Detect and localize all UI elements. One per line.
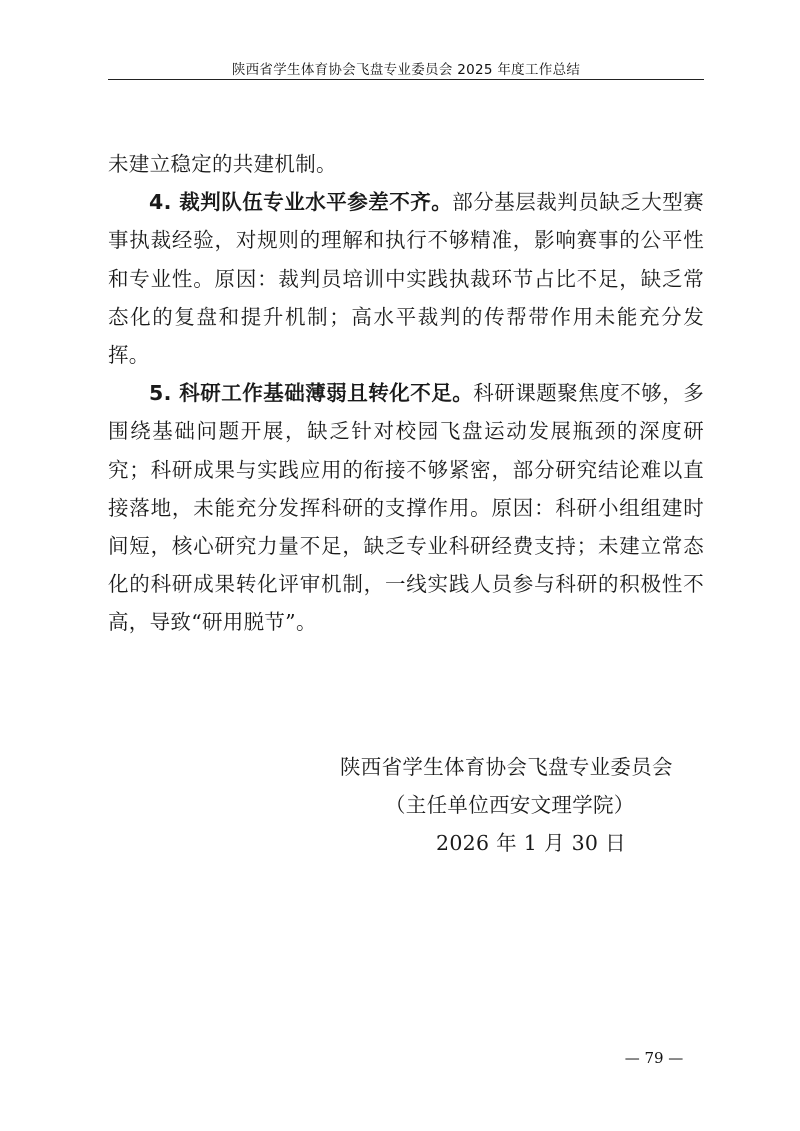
paragraph-heading: 5. 科研工作基础薄弱且转化不足。 [149,381,474,406]
paragraph-continuation: 未建立稳定的共建机制。 [108,152,337,176]
running-header: 陕西省学生体育协会飞盘专业委员会 2025 年度工作总结 [231,62,581,78]
signature-organization: 陕西省学生体育协会飞盘专业委员会 [340,755,673,779]
signature-host-unit: （主任单位西安文理学院） [385,793,635,817]
page-number: — 79 — [624,1049,684,1067]
header-rule [108,79,704,80]
paragraph-text: 科研课题聚焦度不够，多围绕基础问题开展，缺乏针对校园飞盘运动发展瓶颈的深度研究；科研成果与实践应用的衔接不够紧密，部分研究结论难以直接落地，未能充分发挥科研的支撑作用。原因：科研小组组建时间短，核心研究力量不足，缺乏专业科研经费支持；未建立常态化的科研成果转化评审机制，一线实践人员参与科研的积极性不高，导致“研用脱节”。 [108,381,704,635]
paragraph-text: 部分基层裁判员缺乏大型赛事执裁经验，对规则的理解和执行不够精准，影响赛事的公平性和专业性。原因：裁判员培训中实践执裁环节占比不足，缺乏常态化的复盘和提升机制；高水平裁判的传帮带作用未能充分发挥。 [108,190,704,368]
paragraph-research-issue [108,374,704,641]
document-body [108,145,704,642]
paragraph-heading: 4. 裁判队伍专业水平参差不齐。 [149,190,453,215]
signature-date: 2026 年 1 月 30 日 [436,831,626,855]
signature-block [340,748,700,862]
paragraph-referee-issue [108,183,704,374]
